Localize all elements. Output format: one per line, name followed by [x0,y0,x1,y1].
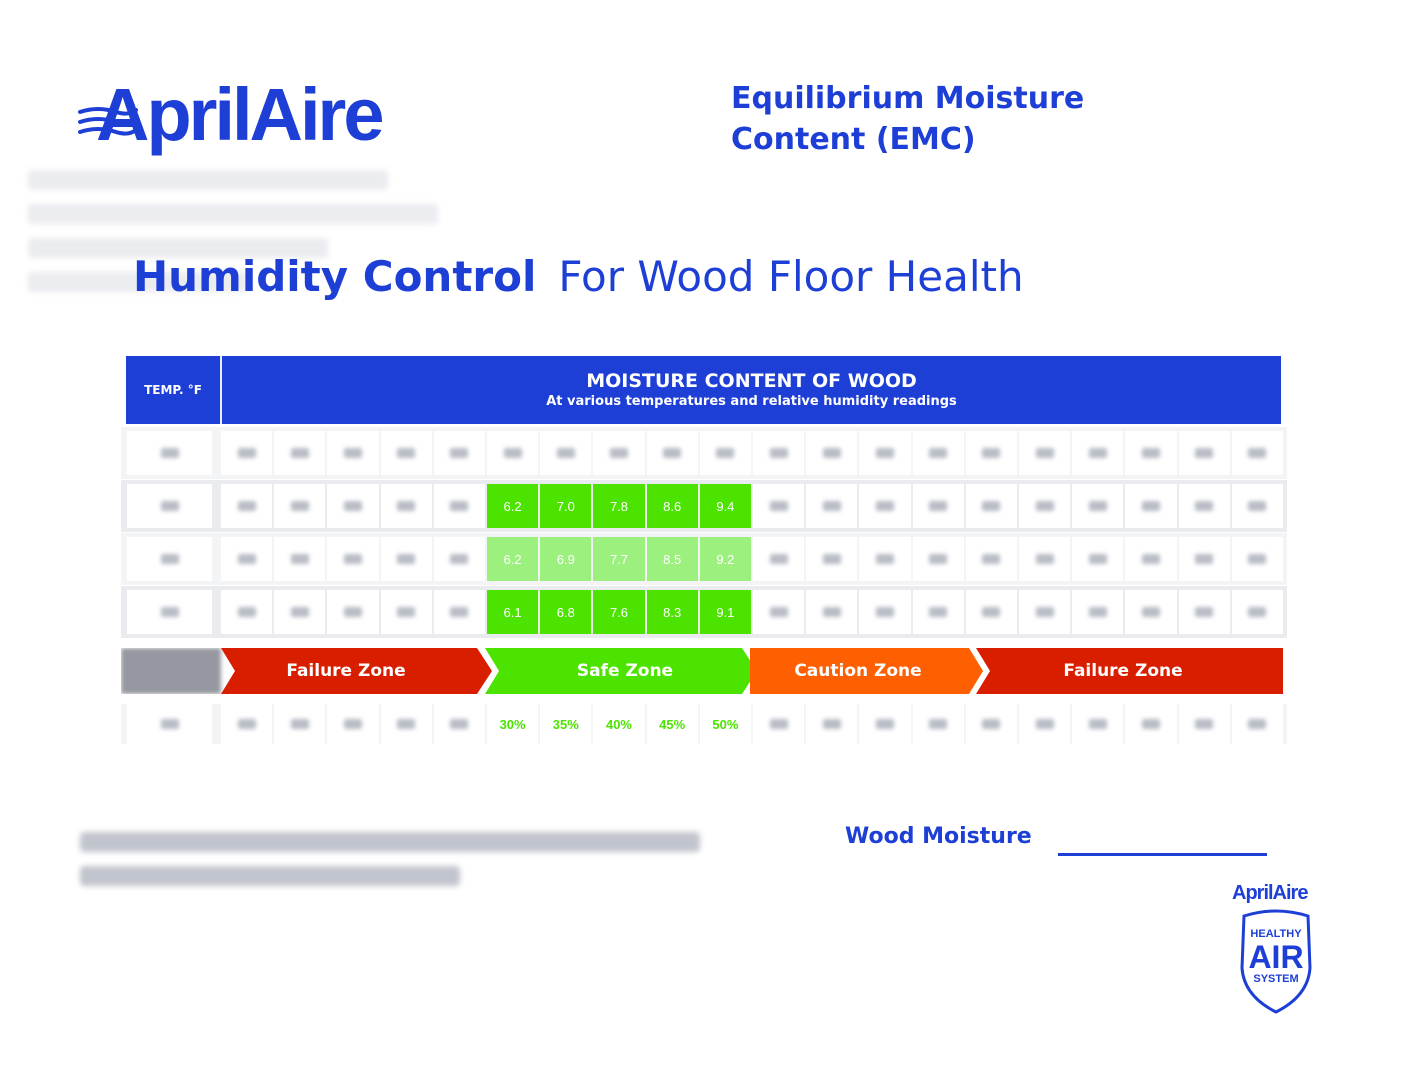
moisture-table [121,427,1287,640]
blurred-value [344,448,362,458]
table-cell [966,537,1017,581]
table-cell [966,590,1017,634]
moisture-header-subtitle: At various temperatures and relative humidity readings [546,394,957,409]
table-cell [753,431,804,475]
table-cell [1179,431,1230,475]
table-cell [487,431,538,475]
blurred-value [1089,448,1107,458]
table-cell [966,431,1017,475]
temp-cell [127,537,212,581]
temp-cell [127,590,212,634]
blurred-value [716,448,734,458]
blurred-value [504,448,522,458]
humidity-percent: 35% [540,704,591,744]
table-cell [434,431,485,475]
moisture-value-cell: 7.6 [593,590,644,634]
blurred-value [1142,448,1160,458]
headline-light: For Wood Floor Health [558,252,1024,301]
blurred-value [1089,607,1107,617]
blurred-value [1036,607,1054,617]
humidity-cell [1072,704,1123,744]
blurred-value [982,719,1000,729]
moisture-value-cell: 8.6 [647,484,698,528]
blurred-value [770,448,788,458]
blurred-value [1142,719,1160,729]
moisture-value-cell: 9.1 [700,590,751,634]
table-cell [1232,484,1283,528]
blurred-value [450,719,468,729]
blurred-text-block [28,170,448,330]
temp-cell [127,431,212,475]
table-cell [753,590,804,634]
zone-failure-2: Failure Zone [1063,661,1183,681]
table-row [121,480,1287,532]
humidity-cell [327,704,378,744]
blurred-value [1248,719,1266,729]
table-cell [806,484,857,528]
humidity-cell [1125,704,1176,744]
blurred-value [397,448,415,458]
blurred-value [982,501,1000,511]
blurred-value [1248,554,1266,564]
blurred-value [344,607,362,617]
moisture-value-cell: 8.3 [647,590,698,634]
moisture-value-cell: 7.0 [540,484,591,528]
table-cell [540,431,591,475]
zone-bar [121,648,1287,694]
moisture-value-cell: 6.1 [487,590,538,634]
blurred-value [1248,501,1266,511]
table-cell [221,537,272,581]
blurred-value [291,501,309,511]
moisture-value-cell: 8.5 [647,537,698,581]
table-cell [1125,484,1176,528]
blurred-value [1195,554,1213,564]
table-row [121,533,1287,585]
blurred-value [161,554,179,564]
blurred-value [610,448,628,458]
blurred-value [982,448,1000,458]
blurred-value [1195,501,1213,511]
logo-wordmark: AprilAire [96,73,382,156]
table-cell [1232,590,1283,634]
moisture-header-title: MOISTURE CONTENT OF WOOD [586,370,917,392]
moisture-value-cell: 6.8 [540,590,591,634]
table-cell [434,484,485,528]
blurred-value [161,448,179,458]
humidity-cell [274,704,325,744]
aprilaire-logo [78,73,458,173]
moisture-value-cell: 6.9 [540,537,591,581]
humidity-cell [753,704,804,744]
table-cell [753,484,804,528]
blurred-value [929,719,947,729]
blurred-value [823,719,841,729]
blurred-value [344,719,362,729]
table-cell [1232,537,1283,581]
humidity-percent: 40% [593,704,644,744]
humidity-cell [806,704,857,744]
blurred-value [929,607,947,617]
temp-cell [127,484,212,528]
humidity-cell [1179,704,1230,744]
moisture-value-cell: 9.4 [700,484,751,528]
table-cell [1072,590,1123,634]
blurred-value [450,501,468,511]
table-cell [1019,590,1070,634]
table-cell [913,590,964,634]
table-cell [434,537,485,581]
table-cell [859,484,910,528]
table-cell [859,431,910,475]
wood-moisture-entry-line[interactable] [1058,853,1267,856]
table-cell [1019,537,1070,581]
blurred-value [823,448,841,458]
blurred-value [663,448,681,458]
humidity-cell [1019,704,1070,744]
blurred-value [161,501,179,511]
blurred-value [1089,501,1107,511]
table-cell [593,431,644,475]
blurred-value [770,501,788,511]
blurred-value [823,554,841,564]
blurred-value [1195,607,1213,617]
humidity-cell [966,704,1017,744]
blurred-value [1036,501,1054,511]
table-cell [1179,590,1230,634]
blurred-value [291,448,309,458]
humidity-cell [381,704,432,744]
blurred-value [1089,554,1107,564]
zone-failure-1: Failure Zone [286,661,406,681]
humidity-cell [1232,704,1283,744]
blurred-value [1195,719,1213,729]
table-cell [381,537,432,581]
blurred-value [344,554,362,564]
headline-bold: Humidity Control [133,252,537,301]
temp-column-header: TEMP. °F [126,356,222,424]
badge-line-2: AIR [1248,939,1304,975]
table-cell [1072,431,1123,475]
moisture-value-cell: 9.2 [700,537,751,581]
blurred-value [770,607,788,617]
blurred-value [238,501,256,511]
healthy-air-system-badge [1236,908,1316,1014]
blurred-value [1248,607,1266,617]
moisture-value-cell: 7.8 [593,484,644,528]
table-cell [274,537,325,581]
badge-logo: AprilAire [1232,882,1308,904]
table-cell [806,537,857,581]
blurred-value [397,501,415,511]
blurred-value [238,607,256,617]
table-row [121,427,1287,479]
table-cell [1232,431,1283,475]
table-cell [1019,431,1070,475]
moisture-value-cell: 6.2 [487,537,538,581]
blurred-value [823,501,841,511]
moisture-value-cell: 7.7 [593,537,644,581]
blurred-value [876,554,894,564]
blurred-value [876,448,894,458]
blurred-value [291,554,309,564]
table-cell [913,431,964,475]
table-cell [806,431,857,475]
table-cell [1072,484,1123,528]
blurred-value [1036,719,1054,729]
blurred-value [876,607,894,617]
table-cell [647,431,698,475]
table-cell [274,484,325,528]
blurred-value [1142,554,1160,564]
table-header [126,356,1281,424]
humidity-row [121,704,1287,744]
humidity-cell [434,704,485,744]
page-headline [133,252,1024,301]
humidity-cell [913,704,964,744]
table-cell [700,431,751,475]
blurred-value [557,448,575,458]
table-cell [274,431,325,475]
blurred-value [238,448,256,458]
table-cell [327,590,378,634]
blurred-value [1089,719,1107,729]
blurred-value [238,554,256,564]
humidity-label-cell [127,704,212,744]
blurred-description [80,832,720,900]
blurred-value [929,501,947,511]
moisture-value-cell: 6.2 [487,484,538,528]
table-cell [381,431,432,475]
blurred-value [397,607,415,617]
blurred-value [450,607,468,617]
blurred-value [397,719,415,729]
table-cell [434,590,485,634]
table-cell [221,431,272,475]
wood-moisture-label: Wood Moisture [845,824,1032,849]
blurred-value [929,554,947,564]
table-cell [913,537,964,581]
blurred-value [982,607,1000,617]
zone-caution: Caution Zone [794,661,922,681]
table-cell [327,431,378,475]
table-cell [327,484,378,528]
table-cell [1019,484,1070,528]
blurred-value [876,719,894,729]
blurred-value [238,719,256,729]
badge-line-1: HEALTHY [1250,928,1302,940]
blurred-value [982,554,1000,564]
table-cell [806,590,857,634]
blurred-value [1142,501,1160,511]
blurred-value [876,501,894,511]
table-cell [221,484,272,528]
table-cell [1125,537,1176,581]
table-cell [859,537,910,581]
blurred-value [161,719,179,729]
blurred-value [929,448,947,458]
blurred-value [823,607,841,617]
blurred-value [450,448,468,458]
table-cell [1072,537,1123,581]
document-title: Equilibrium Moisture Content (EMC) [731,81,1085,157]
blurred-value [1195,448,1213,458]
blurred-value [1248,448,1266,458]
table-cell [381,484,432,528]
table-cell [1179,484,1230,528]
blurred-value [397,554,415,564]
badge-line-3: SYSTEM [1253,973,1299,985]
table-cell [381,590,432,634]
blurred-value [161,607,179,617]
blurred-value [770,554,788,564]
table-cell [966,484,1017,528]
humidity-percent: 50% [700,704,751,744]
table-cell [1125,431,1176,475]
humidity-cell [221,704,272,744]
blurred-value [770,719,788,729]
blurred-value [450,554,468,564]
blurred-value [1142,607,1160,617]
blurred-value [291,607,309,617]
blurred-value [291,719,309,729]
table-cell [1179,537,1230,581]
moisture-header [222,356,1281,424]
zone-safe: Safe Zone [576,661,674,681]
humidity-percent: 45% [647,704,698,744]
blurred-value [1036,448,1054,458]
table-cell [274,590,325,634]
table-cell [913,484,964,528]
blurred-value [1036,554,1054,564]
table-cell [1125,590,1176,634]
blurred-value [344,501,362,511]
table-cell [859,590,910,634]
humidity-cell [859,704,910,744]
table-cell [753,537,804,581]
table-cell [221,590,272,634]
humidity-percent: 30% [487,704,538,744]
table-row [121,586,1287,638]
table-cell [327,537,378,581]
